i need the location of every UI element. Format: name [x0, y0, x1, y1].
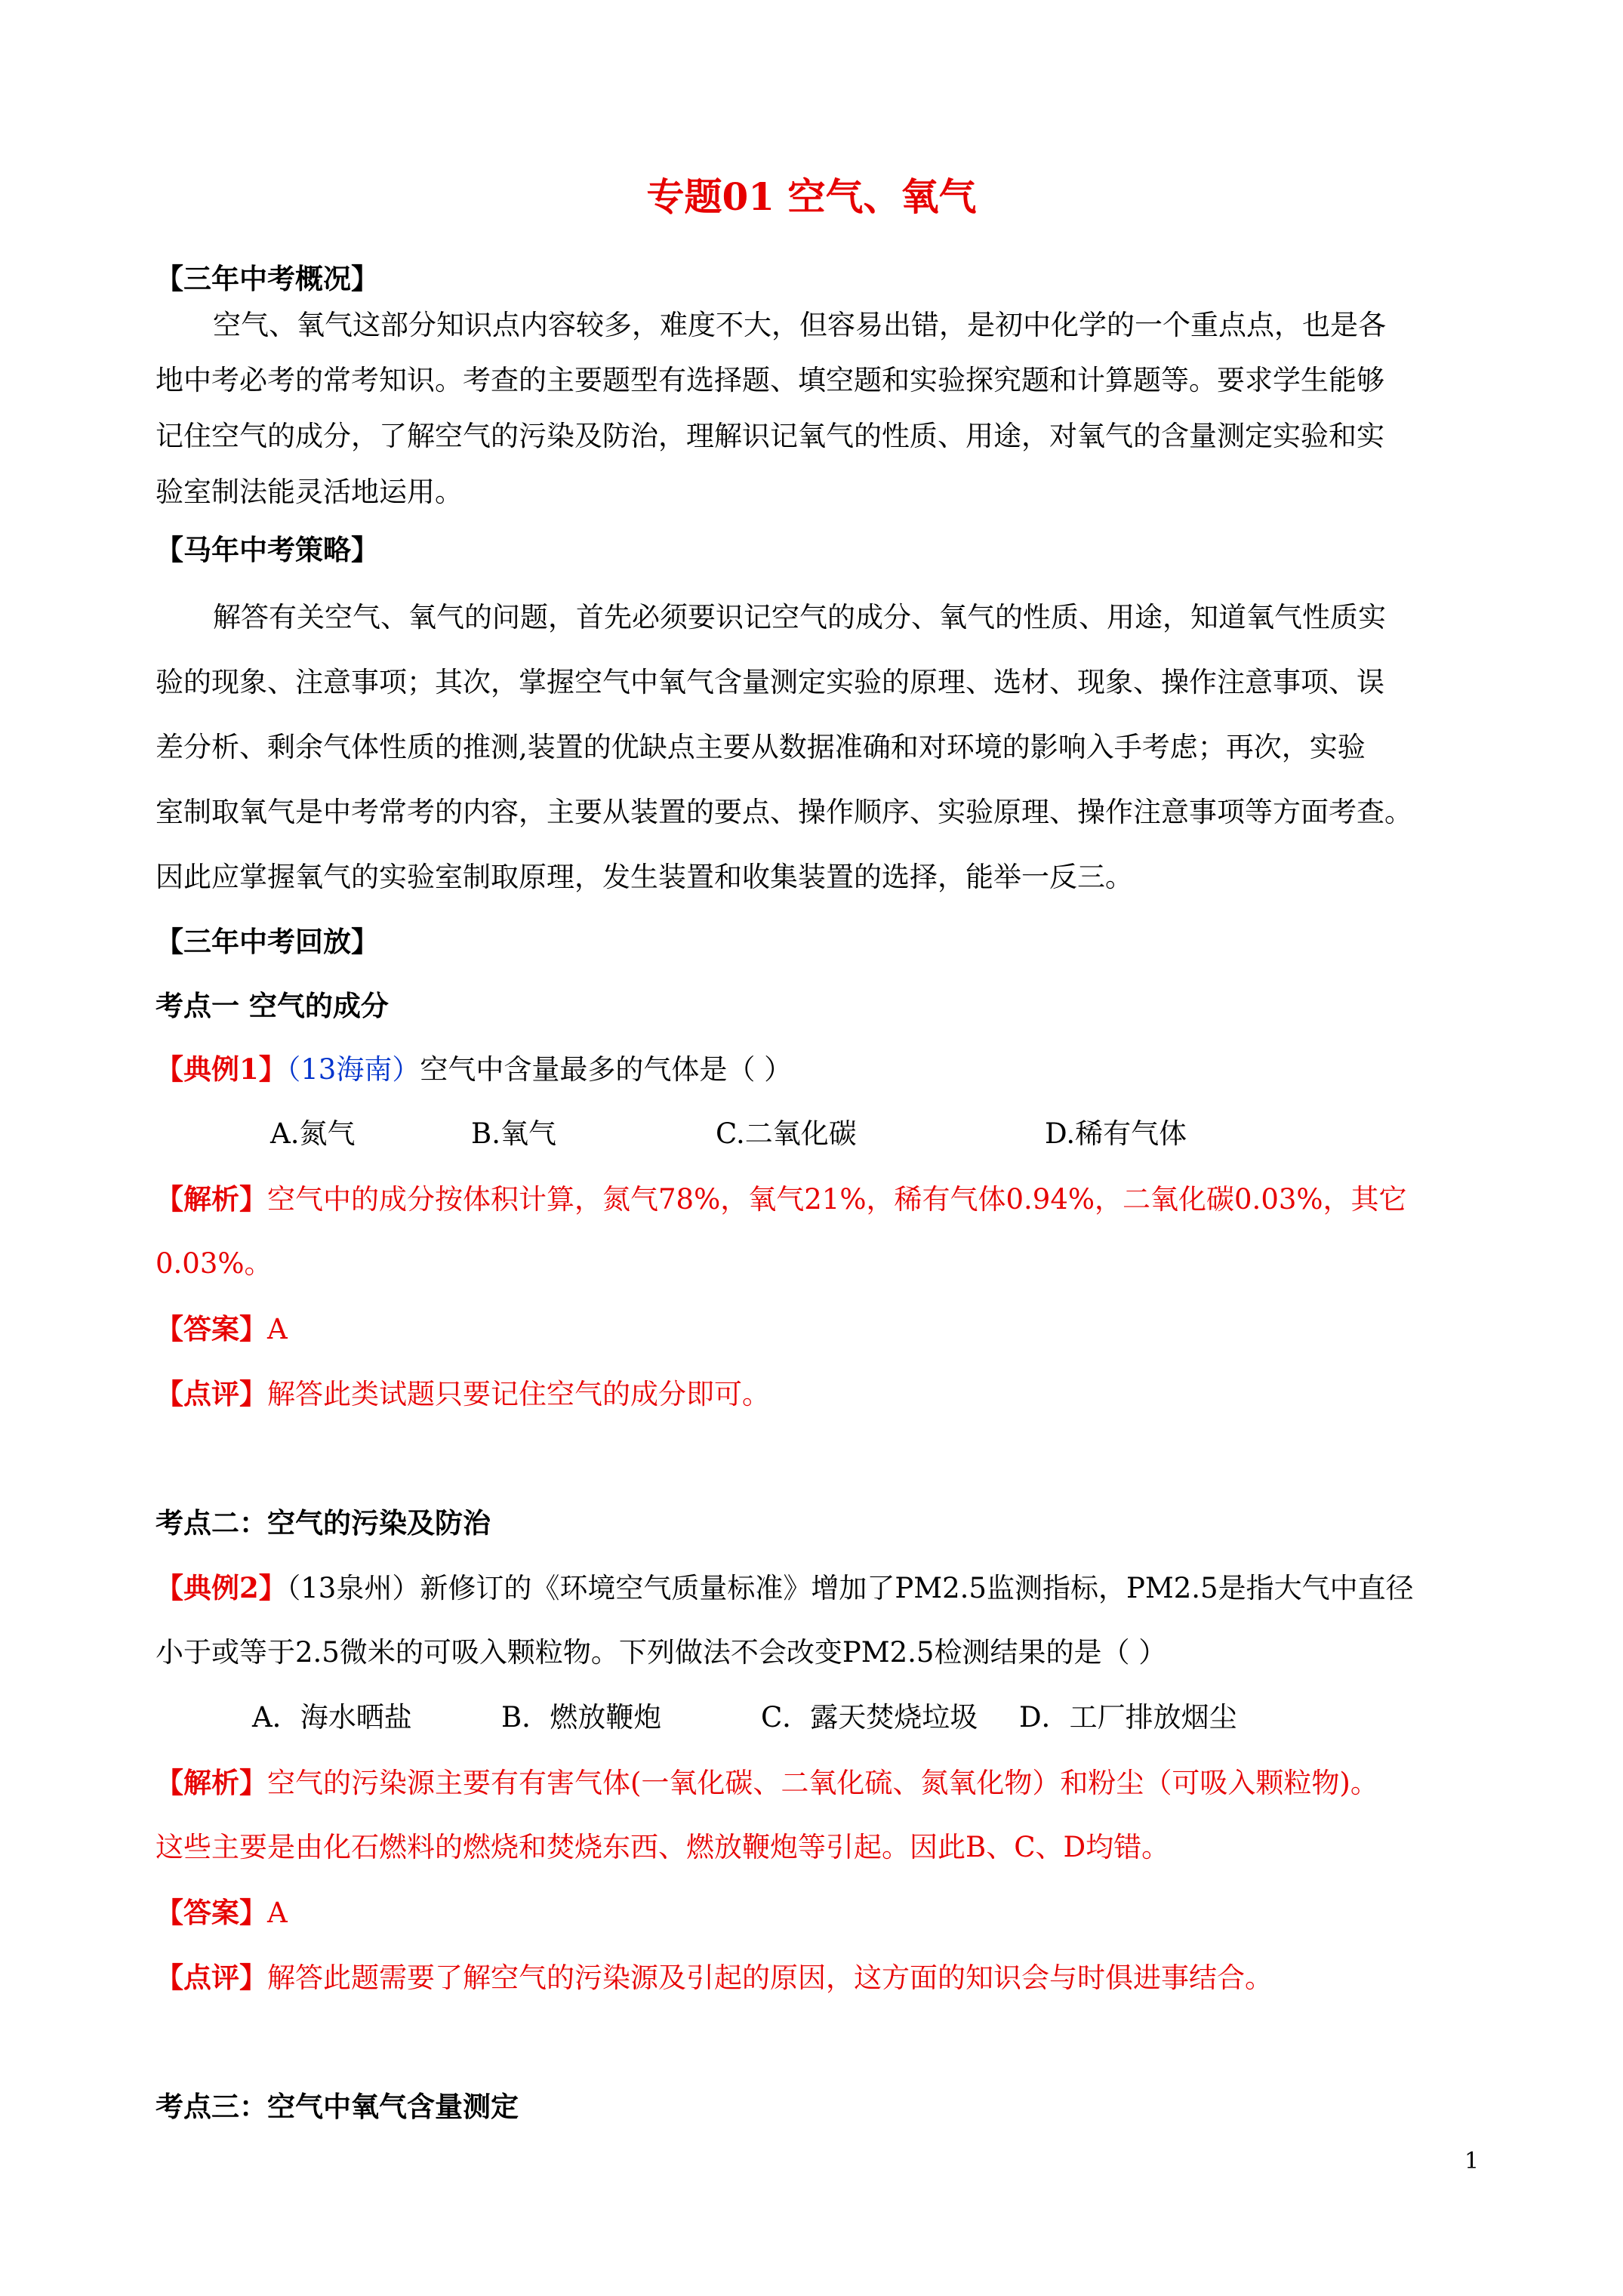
example2-tag: 【典例2】: [156, 1571, 287, 1604]
example2-analysis-line-1: [156, 1763, 1378, 1803]
example2-analysis-text: 空气的污染源主要有有害气体(一氧化碳、二氧化硫、氮氧化物）和粉尘（可吸入颗粒物)。: [267, 1767, 1378, 1799]
example2-option-d: D．工厂排放烟尘: [1019, 1701, 1237, 1734]
strategy-line-4: 室制取氧气是中考常考的内容，主要从装置的要点、操作顺序、实验原理、操作注意事项等方面考查。: [156, 796, 1412, 828]
page-number: 1: [1464, 2148, 1480, 2174]
strategy-line-2: 验的现象、注意事项；其次，掌握空气中氧气含量测定实验的原理、选材、现象、操作注意事项、误: [156, 666, 1384, 698]
example2-text-1: （13泉州）新修订的《环境空气质量标准》增加了PM2.5监测指标，PM2.5是指大气中直径: [286, 1572, 1414, 1604]
example2-comment: 解答此题需要了解空气的污染源及引起的原因，这方面的知识会与时俱进事结合。: [267, 1962, 1273, 1994]
example1-option-a: A.氮气: [270, 1117, 356, 1150]
section-heading-strategy: 【马年中考策略】: [156, 533, 379, 566]
overview-line-4: 验室制法能灵活地运用。: [156, 476, 463, 508]
example1-option-d: D.稀有气体: [1045, 1117, 1187, 1150]
example2-answer: A: [267, 1897, 288, 1929]
example1-comment-tag: 【点评】: [156, 1377, 267, 1410]
example1-answer-tag: 【答案】: [156, 1312, 267, 1345]
example2-line-1: [156, 1568, 1414, 1608]
example2-option-b: B．燃放鞭炮: [501, 1701, 662, 1734]
point3-heading: 考点三：空气中氧气含量测定: [156, 2090, 519, 2123]
example1-source: （13海南）: [286, 1053, 420, 1086]
example1-analysis-text: 空气中的成分按体积计算，氮气78%，氧气21%，稀有气体0.94%，二氧化碳0.03%，其它: [267, 1183, 1407, 1216]
document-title: 专题01 空气、氧气: [646, 174, 977, 219]
section-heading-review: 【三年中考回放】: [156, 925, 379, 958]
example1-option-b: B.氧气: [471, 1117, 556, 1150]
example1-analysis-line-2: 0.03%。: [156, 1247, 273, 1280]
example2-option-c: C．露天焚烧垃圾: [761, 1701, 978, 1734]
example2-option-a: A．海水晒盐: [252, 1701, 412, 1734]
example1-analysis-tag: 【解析】: [156, 1182, 267, 1216]
point1-heading: 考点一 空气的成分: [156, 989, 389, 1022]
example1-tag: 【典例1】: [156, 1052, 287, 1086]
example1-answer: A: [267, 1313, 288, 1345]
strategy-line-1: 解答有关空气、氧气的问题，首先必须要识记空气的成分、氧气的性质、用途，知道氧气性质实: [213, 601, 1386, 633]
overview-line-3: 记住空气的成分，了解空气的污染及防治，理解识记氧气的性质、用途，对氧气的含量测定实验和实: [156, 420, 1384, 452]
example2-answer-line: [156, 1893, 288, 1933]
point2-heading: 考点二：空气的污染及防治: [156, 1506, 491, 1539]
section-heading-overview: 【三年中考概况】: [156, 262, 379, 295]
example2-comment-line: [156, 1958, 1273, 1998]
example2-analysis-tag: 【解析】: [156, 1766, 267, 1799]
overview-line-2: 地中考必考的常考知识。考查的主要题型有选择题、填空题和实验探究题和计算题等。要求学生能够: [156, 364, 1384, 396]
example1-question: 空气中含量最多的气体是（ ）: [420, 1053, 793, 1086]
example1-comment: 解答此类试题只要记住空气的成分即可。: [267, 1378, 770, 1410]
example2-analysis-line-2: 这些主要是由化石燃料的燃烧和焚烧东西、燃放鞭炮等引起。因此B、C、D均错。: [156, 1831, 1170, 1863]
example1-comment-line: [156, 1374, 770, 1414]
strategy-line-3: 差分析、剩余气体性质的推测,装置的优缺点主要从数据准确和对环境的影响入手考虑；再次，实验: [156, 731, 1366, 763]
example1-option-c: C.二氧化碳: [716, 1117, 857, 1150]
example1-analysis-line-1: [156, 1179, 1407, 1219]
overview-line-1: 空气、氧气这部分知识点内容较多，难度不大，但容易出错，是初中化学的一个重点点，也是各: [213, 309, 1386, 341]
example2-comment-tag: 【点评】: [156, 1961, 267, 1994]
strategy-line-5: 因此应掌握氧气的实验室制取原理，发生装置和收集装置的选择，能举一反三。: [156, 861, 1133, 893]
example2-answer-tag: 【答案】: [156, 1896, 267, 1929]
example2-line-2: 小于或等于2.5微米的可吸入颗粒物。下列做法不会改变PM2.5检测结果的是（ ）: [156, 1636, 1167, 1669]
example1-answer-line: [156, 1309, 288, 1349]
example1-line: [156, 1049, 792, 1089]
